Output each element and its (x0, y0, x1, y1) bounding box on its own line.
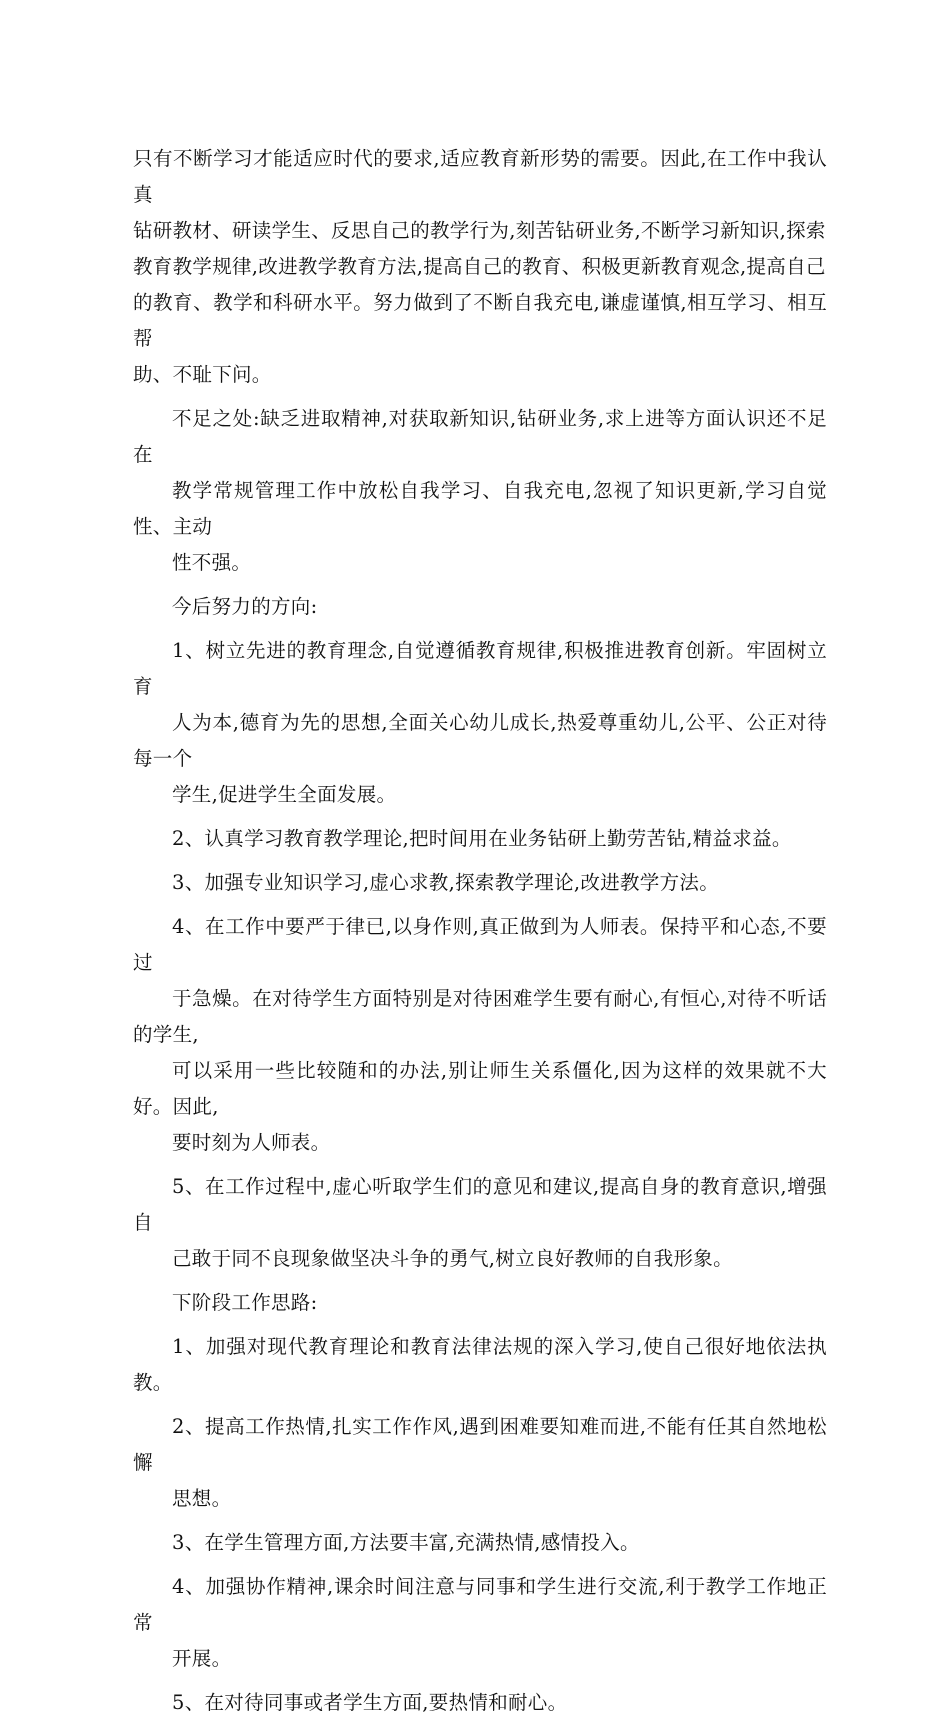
paragraph (133, 401, 827, 581)
text-line: 开展。 (172, 1647, 232, 1670)
paragraph (133, 1329, 827, 1401)
text-line: 4、加强协作精神,课余时间注意与同事和学生进行交流,利于教学工作地正常 (133, 1575, 827, 1634)
text-line: 己敢于同不良现象做坚决斗争的勇气,树立良好教师的自我形象。 (172, 1247, 733, 1270)
text-line: 思想。 (172, 1487, 232, 1510)
text-line: 5、在工作过程中,虚心听取学生们的意见和建议,提高自身的教育意识,增强自 (133, 1175, 827, 1234)
paragraph (133, 865, 827, 901)
text-line: 下阶段工作思路: (172, 1291, 318, 1314)
text-line: 2、提高工作热情,扎实工作作风,遇到困难要知难而进,不能有任其自然地松懈 (133, 1415, 827, 1474)
paragraph (133, 1685, 827, 1721)
paragraph (133, 821, 827, 857)
paragraph (133, 1285, 827, 1321)
document-body (133, 141, 827, 1729)
text-line: 于急燥。在对待学生方面特别是对待困难学生要有耐心,有恒心,对待不听话的学生, (133, 987, 827, 1046)
paragraph (133, 1569, 827, 1677)
text-line: 性不强。 (172, 551, 252, 574)
paragraph (133, 1169, 827, 1277)
text-line: 1、树立先进的教育理念,自觉遵循教育规律,积极推进教育创新。牢固树立育 (133, 639, 827, 698)
paragraph (133, 141, 827, 393)
text-line: 钻研教材、研读学生、反思自己的教学行为,刻苦钻研业务,不断学习新知识,探索 (133, 219, 826, 242)
text-line: 1、加强对现代教育理论和教育法律法规的深入学习,使自己很好地依法执教。 (133, 1335, 827, 1394)
text-line: 4、在工作中要严于律已,以身作则,真正做到为人师表。保持平和心态,不要过 (133, 915, 827, 974)
paragraph (133, 909, 827, 1161)
paragraph (133, 589, 827, 625)
text-line: 不足之处:缺乏进取精神,对获取新知识,钻研业务,求上进等方面认识还不足在 (133, 407, 827, 466)
text-line: 的教育、教学和科研水平。努力做到了不断自我充电,谦虚谨慎,相互学习、相互帮 (133, 291, 827, 350)
text-line: 3、加强专业知识学习,虚心求教,探索教学理论,改进教学方法。 (172, 871, 720, 894)
text-line: 人为本,德育为先的思想,全面关心幼儿成长,热爱尊重幼儿,公平、公正对待每一个 (133, 711, 827, 770)
text-line: 可以采用一些比较随和的办法,别让师生关系僵化,因为这样的效果就不大好。因此, (133, 1059, 827, 1118)
paragraph (133, 1409, 827, 1517)
text-line: 2、认真学习教育教学理论,把时间用在业务钻研上勤劳苦钻,精益求益。 (172, 827, 792, 850)
paragraph (133, 633, 827, 813)
text-line: 3、在学生管理方面,方法要丰富,充满热情,感情投入。 (172, 1531, 640, 1554)
text-line: 5、在对待同事或者学生方面,要热情和耐心。 (172, 1691, 568, 1714)
text-line: 只有不断学习才能适应时代的要求,适应教育新形势的需要。因此,在工作中我认真 (133, 147, 827, 206)
text-line: 要时刻为人师表。 (172, 1131, 331, 1154)
text-line: 今后努力的方向: (172, 595, 318, 618)
text-line: 教育教学规律,改进教学教育方法,提高自己的教育、积极更新教育观念,提高自己 (133, 255, 826, 278)
text-line: 学生,促进学生全面发展。 (172, 783, 397, 806)
paragraph (133, 1525, 827, 1561)
text-line: 教学常规管理工作中放松自我学习、自我充电,忽视了知识更新,学习自觉性、主动 (133, 479, 827, 538)
text-line: 助、不耻下问。 (133, 363, 272, 386)
